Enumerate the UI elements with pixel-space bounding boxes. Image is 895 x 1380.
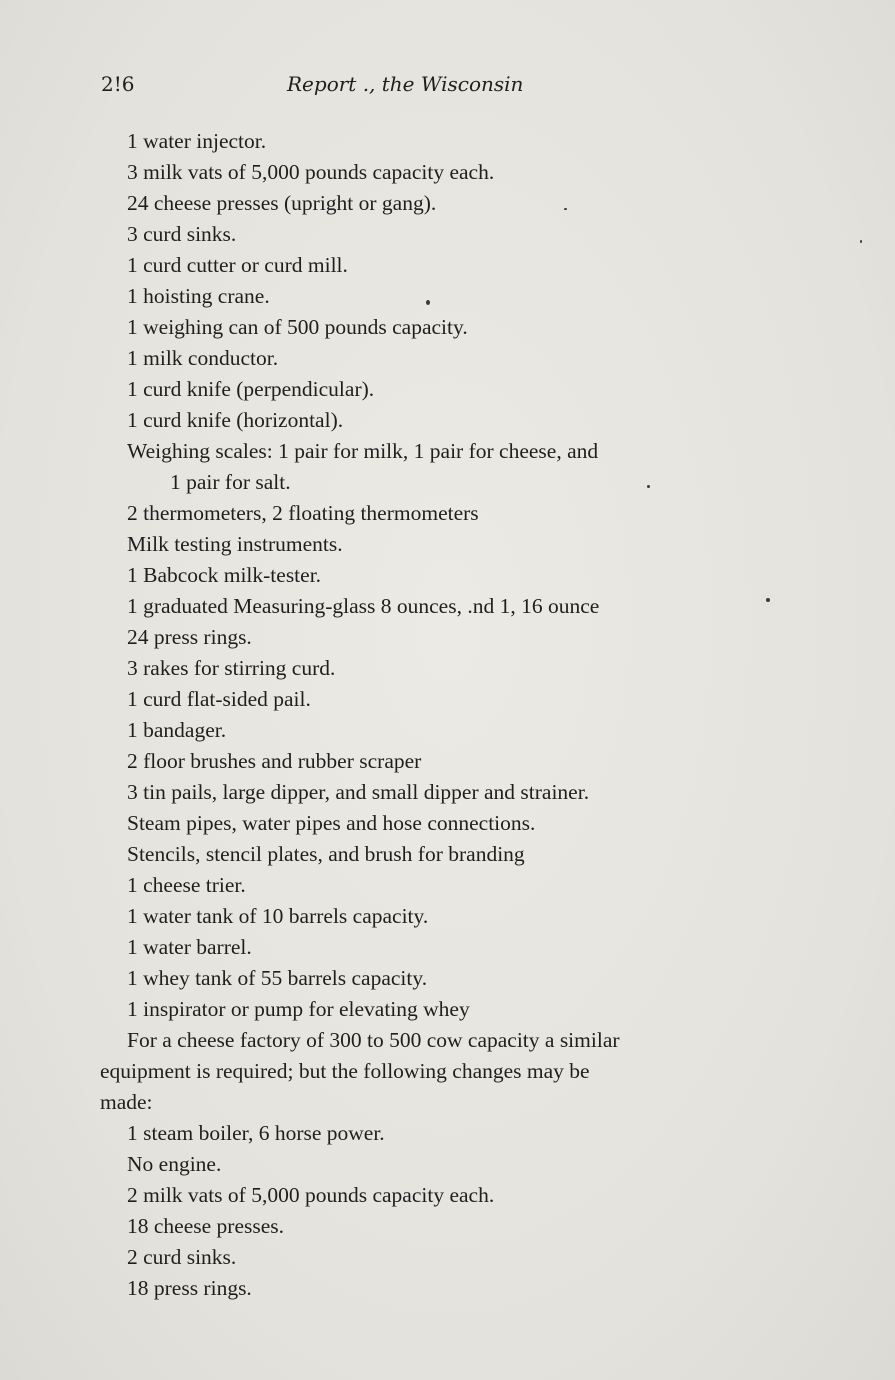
list-item: 1 curd cutter or curd mill.	[127, 253, 348, 277]
page-number: 2!6	[101, 72, 135, 96]
list-item: 1 milk conductor.	[127, 346, 279, 370]
list-item: 1 curd knife (horizontal).	[127, 408, 344, 432]
equipment-list	[0, 126, 895, 1304]
list-item: 18 press rings.	[127, 1276, 252, 1300]
ink-speck	[766, 598, 770, 602]
list-item: 18 cheese presses.	[127, 1214, 285, 1238]
list-item: 3 rakes for stirring curd.	[127, 656, 336, 680]
ink-speck	[860, 240, 862, 243]
list-item: 2 curd sinks.	[127, 1245, 237, 1269]
list-item: 1 steam boiler, 6 horse power.	[127, 1121, 385, 1145]
list-item: Milk testing instruments.	[127, 532, 343, 556]
paragraph-line: made:	[100, 1090, 153, 1114]
list-item: 24 cheese presses (upright or gang).	[127, 191, 437, 215]
running-head: Report ., the Wisconsin	[287, 72, 524, 96]
list-item: 1 cheese trier.	[127, 873, 246, 897]
list-item: 2 thermometers, 2 floating thermometers	[127, 501, 479, 525]
ink-speck	[426, 300, 430, 305]
list-item: Stencils, stencil plates, and brush for branding	[127, 842, 525, 866]
list-item-continuation: 1 pair for salt.	[170, 470, 291, 494]
list-item: 1 Babcock milk-tester.	[127, 563, 322, 587]
list-item: 1 inspirator or pump for elevating whey	[127, 997, 470, 1021]
list-item: 24 press rings.	[127, 625, 252, 649]
ink-speck	[564, 208, 567, 210]
list-item: 2 milk vats of 5,000 pounds capacity each.	[127, 1183, 495, 1207]
list-item: 1 curd knife (perpendicular).	[127, 377, 375, 401]
list-item: Weighing scales: 1 pair for milk, 1 pair for cheese, and	[127, 439, 599, 463]
list-item: 1 hoisting crane.	[127, 284, 270, 308]
list-item: 1 bandager.	[127, 718, 227, 742]
list-item: 1 graduated Measuring-glass 8 ounces, .nd 1, 16 ounce	[127, 594, 600, 618]
list-item: 2 floor brushes and rubber scraper	[127, 749, 422, 773]
list-item: 1 weighing can of 500 pounds capacity.	[127, 315, 468, 339]
paragraph-line: equipment is required; but the following changes may be	[100, 1059, 590, 1083]
list-item: 1 curd flat-sided pail.	[127, 687, 311, 711]
list-item: 1 water tank of 10 barrels capacity.	[127, 904, 429, 928]
list-item: 1 water barrel.	[127, 935, 252, 959]
paragraph-line: For a cheese factory of 300 to 500 cow capacity a similar	[127, 1028, 620, 1052]
list-item: 3 curd sinks.	[127, 222, 237, 246]
list-item: Steam pipes, water pipes and hose connections.	[127, 811, 536, 835]
list-item: 1 whey tank of 55 barrels capacity.	[127, 966, 428, 990]
list-item: 3 milk vats of 5,000 pounds capacity each.	[127, 160, 495, 184]
page-header	[101, 72, 561, 102]
list-item: 3 tin pails, large dipper, and small dipper and strainer.	[127, 780, 590, 804]
list-item: 1 water injector.	[127, 129, 267, 153]
ink-speck	[647, 485, 650, 488]
list-item: No engine.	[127, 1152, 222, 1176]
